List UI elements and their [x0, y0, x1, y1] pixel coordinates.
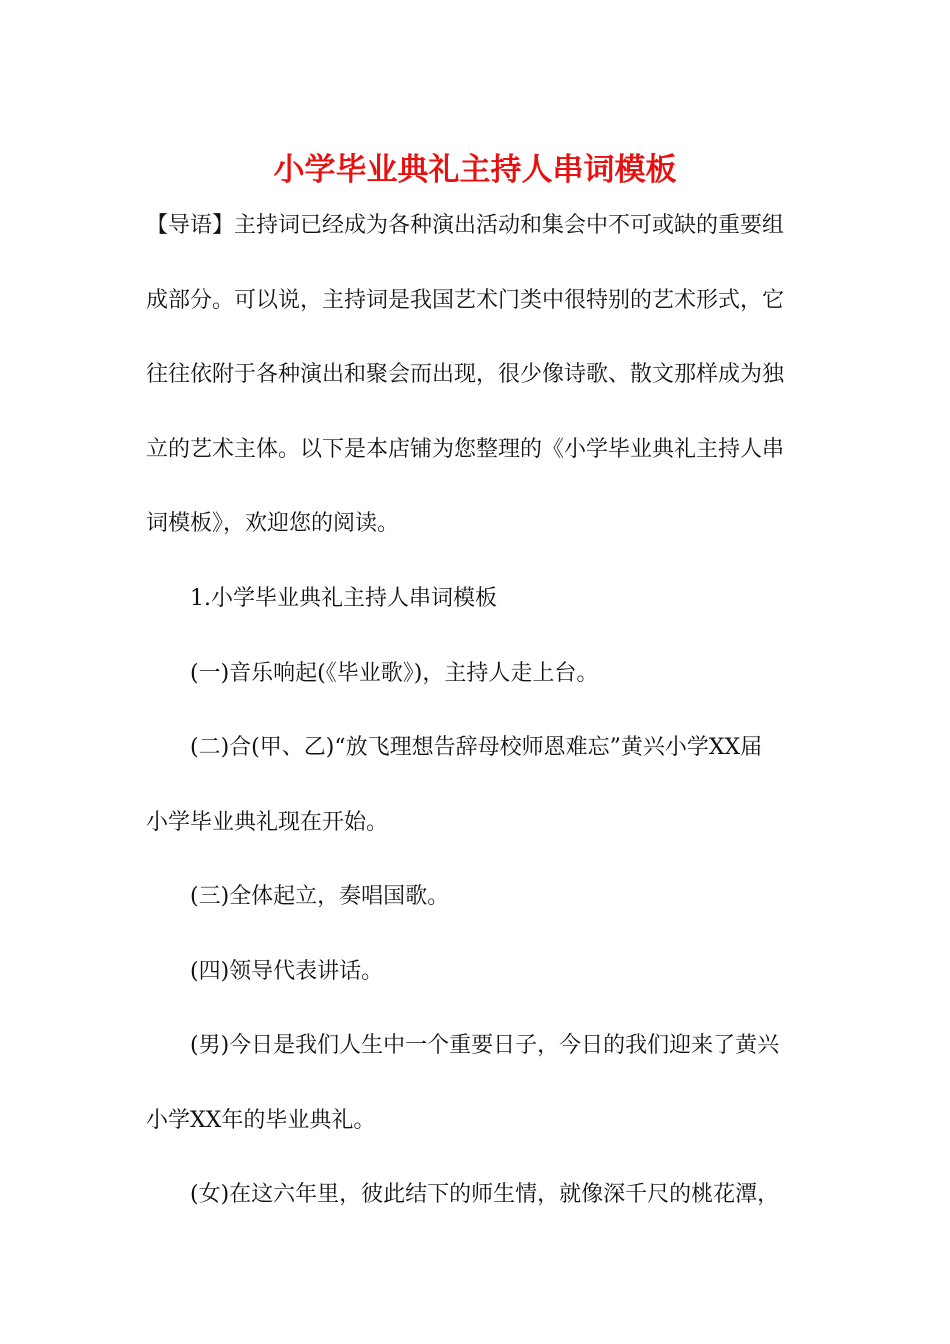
paragraph-line: (一)音乐响起(《毕业歌》)，主持人走上台。	[190, 661, 599, 686]
paragraph-line: 词模板》，欢迎您的阅读。	[146, 511, 400, 536]
paragraph-line: (四)领导代表讲话。	[190, 959, 384, 984]
paragraph-line: 小学毕业典礼现在开始。	[146, 810, 389, 835]
paragraph-line: (二)合(甲、乙)“放飞理想告辞母校师恩难忘”黄兴小学XX届	[190, 735, 763, 760]
paragraph-line: (三)全体起立，奏唱国歌。	[190, 884, 450, 909]
paragraph-line: 成部分。可以说，主持词是我国艺术门类中很特别的艺术形式，它	[146, 288, 785, 313]
paragraph-line: 小学XX年的毕业典礼。	[146, 1108, 376, 1133]
paragraph-line: (男)今日是我们人生中一个重要日子，今日的我们迎来了黄兴	[190, 1033, 780, 1058]
paragraph-line: 【导语】主持词已经成为各种演出活动和集会中不可或缺的重要组	[146, 213, 785, 238]
paragraph-line: 往往依附于各种演出和聚会而出现，很少像诗歌、散文那样成为独	[146, 362, 785, 387]
paragraph-line: 立的艺术主体。以下是本店铺为您整理的《小学毕业典礼主持人串	[146, 437, 785, 462]
document-title: 小学毕业典礼主持人串词模板	[273, 152, 677, 188]
paragraph-line: (女)在这六年里，彼此结下的师生情，就像深千尺的桃花潭，	[190, 1182, 780, 1207]
section-heading: 1.小学毕业典礼主持人串词模板	[190, 586, 497, 611]
